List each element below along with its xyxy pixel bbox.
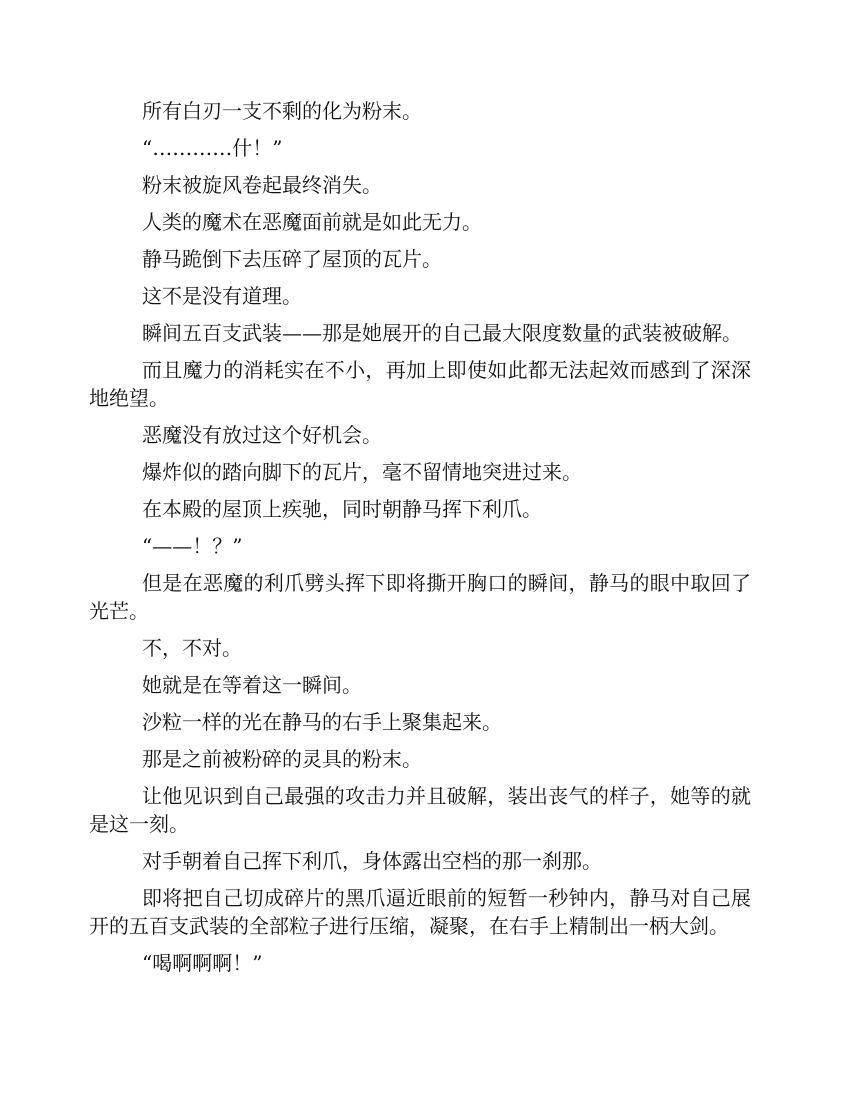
paragraph: 沙粒一样的光在静马的右手上聚集起来。 bbox=[142, 710, 502, 734]
paragraph: 她就是在等着这一瞬间。 bbox=[142, 673, 362, 697]
paragraph: “喝啊啊啊！” bbox=[142, 951, 263, 975]
document-page bbox=[89, 97, 751, 986]
paragraph: 爆炸似的踏向脚下的瓦片，毫不留情地突进过来。 bbox=[142, 460, 582, 484]
paragraph: 这不是没有道理。 bbox=[142, 284, 302, 308]
paragraph: 人类的魔术在恶魔面前就是如此无力。 bbox=[142, 210, 482, 234]
paragraph: 那是之前被粉碎的灵具的粉末。 bbox=[142, 747, 422, 771]
paragraph: 让他见识到自己最强的攻击力并且破解，装出丧气的样子，她等的就是这一刻。 bbox=[89, 784, 751, 836]
paragraph: 静马跪倒下去压碎了屋顶的瓦片。 bbox=[142, 247, 442, 271]
paragraph: 而且魔力的消耗实在不小，再加上即使如此都无法起效而感到了深深地绝望。 bbox=[89, 358, 751, 410]
paragraph: 恶魔没有放过这个好机会。 bbox=[142, 423, 382, 447]
paragraph: 在本殿的屋顶上疾驰，同时朝静马挥下利爪。 bbox=[142, 497, 542, 521]
paragraph: 即将把自己切成碎片的黑爪逼近眼前的短暂一秒钟内，静马对自己展开的五百支武装的全部粒子进行压缩，凝聚，在右手上精制出一柄大剑。 bbox=[89, 886, 751, 938]
paragraph: 但是在恶魔的利爪劈头挥下即将撕开胸口的瞬间，静马的眼中取回了光芒。 bbox=[89, 571, 751, 623]
paragraph: 粉末被旋风卷起最终消失。 bbox=[142, 173, 382, 197]
paragraph: “…………什！” bbox=[142, 136, 283, 160]
paragraph: 瞬间五百支武装——那是她展开的自己最大限度数量的武装被破解。 bbox=[142, 321, 742, 345]
paragraph: 不，不对。 bbox=[142, 636, 242, 660]
paragraph: “——！？” bbox=[142, 534, 243, 558]
paragraph: 对手朝着自己挥下利爪，身体露出空档的那一刹那。 bbox=[142, 849, 602, 873]
paragraph: 所有白刃一支不剩的化为粉末。 bbox=[142, 99, 422, 123]
